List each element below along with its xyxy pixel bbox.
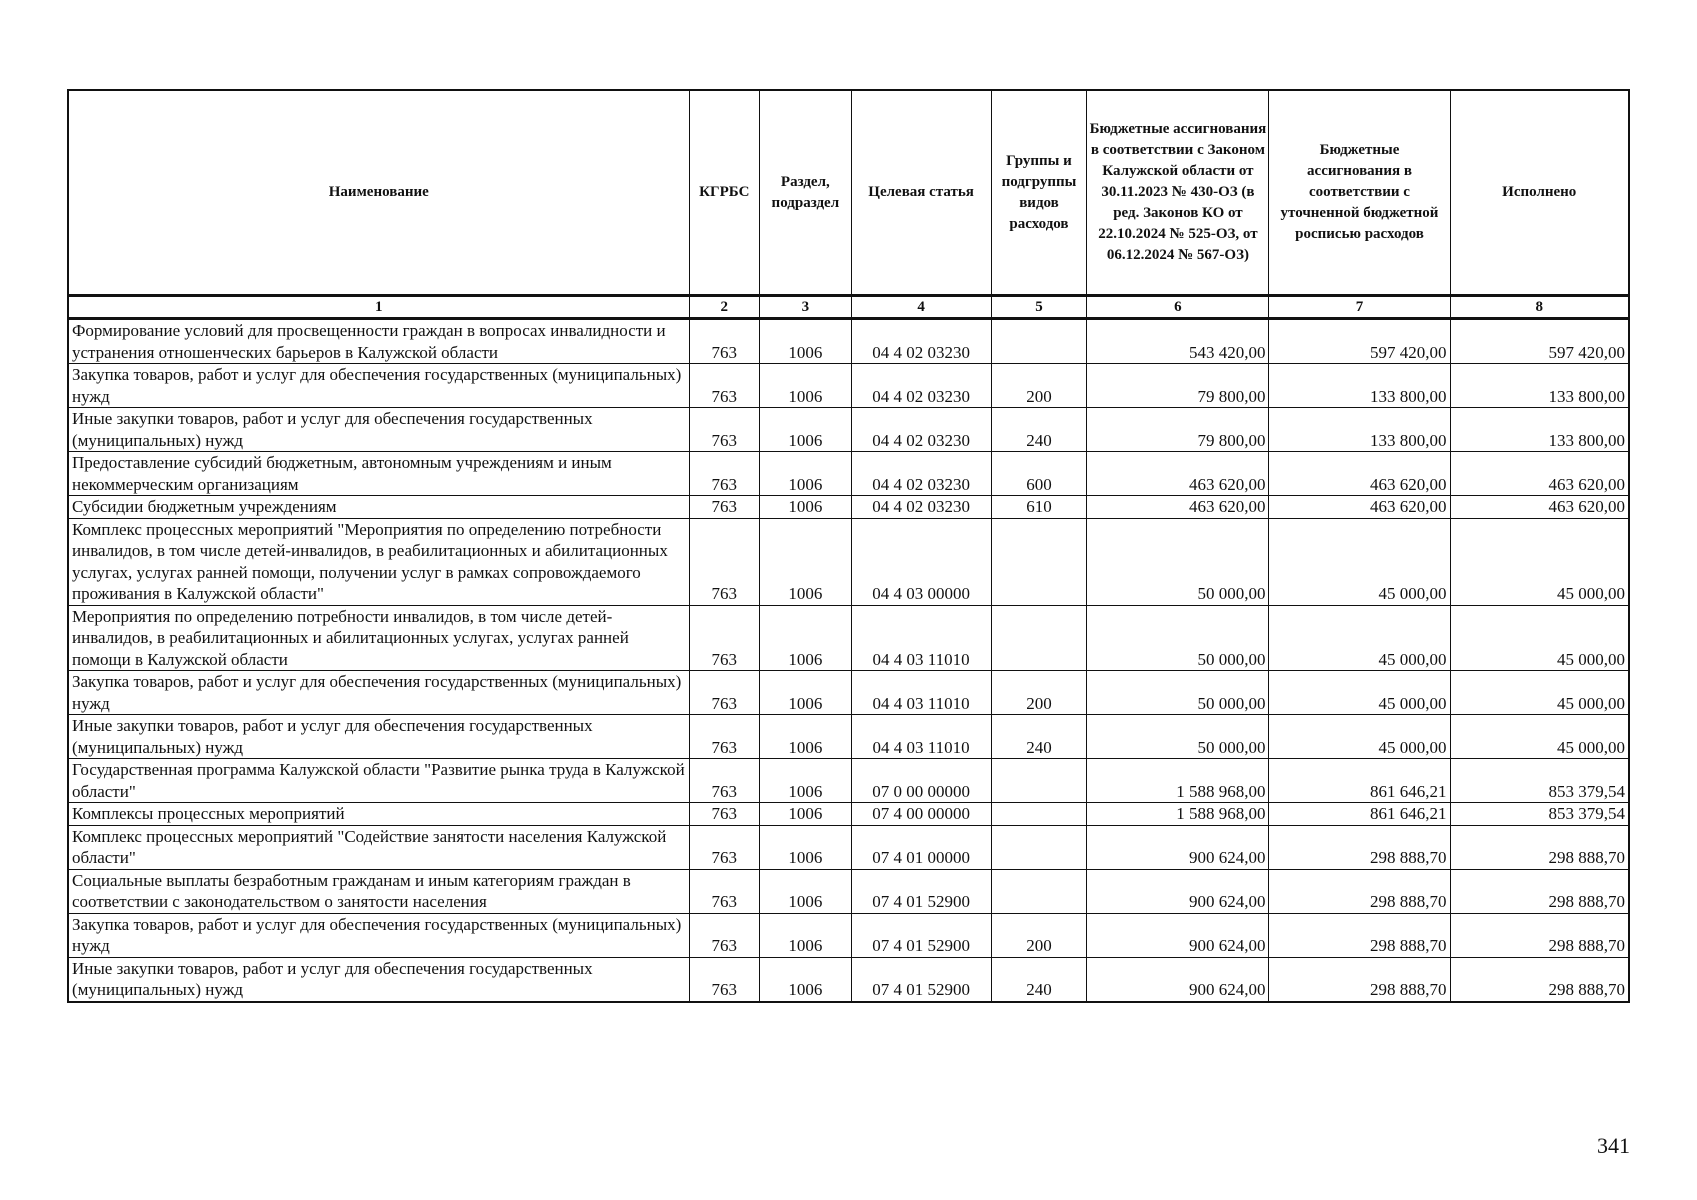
- row-refined-allocation: 45 000,00: [1269, 715, 1450, 759]
- row-refined-allocation: 298 888,70: [1269, 957, 1450, 1002]
- row-section: 1006: [760, 913, 852, 957]
- row-name: Мероприятия по определению потребности инвалидов, в том числе детей-инвалидов, в реабилитационных и абилитационных услугах, услугах ранней помощи в Калужской области: [68, 605, 689, 671]
- row-law-allocation: 50 000,00: [1087, 518, 1269, 605]
- column-number: 1: [68, 296, 689, 319]
- row-refined-allocation: 298 888,70: [1269, 913, 1450, 957]
- header-executed: Исполнено: [1450, 90, 1629, 296]
- row-kgrbs: 763: [689, 605, 760, 671]
- row-section: 1006: [760, 518, 852, 605]
- table-row: [68, 803, 1629, 826]
- row-kgrbs: 763: [689, 957, 760, 1002]
- row-law-allocation: 79 800,00: [1087, 364, 1269, 408]
- row-kgrbs: 763: [689, 319, 760, 364]
- row-target: 04 4 02 03230: [851, 452, 991, 496]
- row-name: Иные закупки товаров, работ и услуг для обеспечения государственных (муниципальных) нужд: [68, 957, 689, 1002]
- row-refined-allocation: 298 888,70: [1269, 825, 1450, 869]
- row-refined-allocation: 463 620,00: [1269, 452, 1450, 496]
- row-section: 1006: [760, 715, 852, 759]
- column-number: 4: [851, 296, 991, 319]
- row-name: Закупка товаров, работ и услуг для обеспечения государственных (муниципальных) нужд: [68, 671, 689, 715]
- table-row: [68, 518, 1629, 605]
- row-group: 600: [991, 452, 1087, 496]
- row-target: 07 4 01 00000: [851, 825, 991, 869]
- row-refined-allocation: 45 000,00: [1269, 518, 1450, 605]
- row-executed: 45 000,00: [1450, 605, 1629, 671]
- row-name: Закупка товаров, работ и услуг для обеспечения государственных (муниципальных) нужд: [68, 364, 689, 408]
- column-number: 6: [1087, 296, 1269, 319]
- row-group: [991, 825, 1087, 869]
- row-law-allocation: 900 624,00: [1087, 869, 1269, 913]
- row-executed: 463 620,00: [1450, 452, 1629, 496]
- row-section: 1006: [760, 496, 852, 519]
- row-target: 07 4 01 52900: [851, 957, 991, 1002]
- row-name: Комплекс процессных мероприятий "Мероприятия по определению потребности инвалидов, в том числе детей-инвалидов, в реабилитационных и абилитационных услугах, услугах ранней помощи, получении услуг в рамках сопровождаемого проживания в Калужской области": [68, 518, 689, 605]
- row-section: 1006: [760, 364, 852, 408]
- row-target: 04 4 02 03230: [851, 408, 991, 452]
- table-row: [68, 913, 1629, 957]
- row-refined-allocation: 861 646,21: [1269, 759, 1450, 803]
- table-row: [68, 957, 1629, 1002]
- row-name: Социальные выплаты безработным гражданам и иным категориям граждан в соответствии с законодательством о занятости населения: [68, 869, 689, 913]
- row-kgrbs: 763: [689, 715, 760, 759]
- row-executed: 597 420,00: [1450, 319, 1629, 364]
- row-executed: 463 620,00: [1450, 496, 1629, 519]
- row-group: 240: [991, 957, 1087, 1002]
- row-kgrbs: 763: [689, 759, 760, 803]
- row-section: 1006: [760, 957, 852, 1002]
- row-group: [991, 518, 1087, 605]
- row-section: 1006: [760, 605, 852, 671]
- row-section: 1006: [760, 452, 852, 496]
- header-law-allocations: Бюджетные ассигнования в соответствии с Законом Калужской области от 30.11.2023 № 430-ОЗ (в ред. Законов КО от 22.10.2024 № 525-ОЗ, от 06.12.2024 № 567-ОЗ): [1087, 90, 1269, 296]
- row-name: Иные закупки товаров, работ и услуг для обеспечения государственных (муниципальных) нужд: [68, 715, 689, 759]
- row-name: Предоставление субсидий бюджетным, автономным учреждениям и иным некоммерческим организациям: [68, 452, 689, 496]
- table-row: [68, 496, 1629, 519]
- row-refined-allocation: 133 800,00: [1269, 364, 1450, 408]
- row-name: Субсидии бюджетным учреждениям: [68, 496, 689, 519]
- row-target: 07 4 01 52900: [851, 913, 991, 957]
- row-group: [991, 319, 1087, 364]
- row-law-allocation: 79 800,00: [1087, 408, 1269, 452]
- row-target: 04 4 03 11010: [851, 605, 991, 671]
- row-section: 1006: [760, 319, 852, 364]
- row-kgrbs: 763: [689, 913, 760, 957]
- row-section: 1006: [760, 671, 852, 715]
- row-target: 07 4 00 00000: [851, 803, 991, 826]
- header-refined-allocations: Бюджетные ассигнования в соответствии с уточненной бюджетной росписью расходов: [1269, 90, 1450, 296]
- row-group: [991, 869, 1087, 913]
- row-executed: 45 000,00: [1450, 518, 1629, 605]
- row-law-allocation: 50 000,00: [1087, 715, 1269, 759]
- row-target: 04 4 03 11010: [851, 671, 991, 715]
- row-target: 04 4 02 03230: [851, 319, 991, 364]
- header-kgrbs: КГРБС: [689, 90, 760, 296]
- row-executed: 133 800,00: [1450, 408, 1629, 452]
- row-executed: 133 800,00: [1450, 364, 1629, 408]
- row-group: 240: [991, 715, 1087, 759]
- row-kgrbs: 763: [689, 496, 760, 519]
- header-groups: Группы и подгруппы видов расходов: [991, 90, 1087, 296]
- row-law-allocation: 463 620,00: [1087, 496, 1269, 519]
- row-refined-allocation: 45 000,00: [1269, 605, 1450, 671]
- row-executed: 298 888,70: [1450, 957, 1629, 1002]
- row-kgrbs: 763: [689, 364, 760, 408]
- row-target: 04 4 02 03230: [851, 364, 991, 408]
- table-row: [68, 715, 1629, 759]
- row-refined-allocation: 463 620,00: [1269, 496, 1450, 519]
- row-target: 07 4 01 52900: [851, 869, 991, 913]
- row-executed: 45 000,00: [1450, 715, 1629, 759]
- row-law-allocation: 543 420,00: [1087, 319, 1269, 364]
- row-kgrbs: 763: [689, 825, 760, 869]
- header-row: [68, 90, 1629, 296]
- table-body: [68, 319, 1629, 1002]
- row-target: 04 4 02 03230: [851, 496, 991, 519]
- row-refined-allocation: 861 646,21: [1269, 803, 1450, 826]
- row-name: Иные закупки товаров, работ и услуг для обеспечения государственных (муниципальных) нужд: [68, 408, 689, 452]
- table-row: [68, 452, 1629, 496]
- row-refined-allocation: 597 420,00: [1269, 319, 1450, 364]
- row-executed: 853 379,54: [1450, 803, 1629, 826]
- row-kgrbs: 763: [689, 408, 760, 452]
- row-law-allocation: 900 624,00: [1087, 825, 1269, 869]
- row-executed: 298 888,70: [1450, 869, 1629, 913]
- row-group: [991, 759, 1087, 803]
- row-executed: 45 000,00: [1450, 671, 1629, 715]
- row-section: 1006: [760, 803, 852, 826]
- row-group: [991, 605, 1087, 671]
- column-number: 5: [991, 296, 1087, 319]
- row-group: [991, 803, 1087, 826]
- page-number: 341: [1597, 1133, 1630, 1158]
- row-law-allocation: 900 624,00: [1087, 957, 1269, 1002]
- row-executed: 298 888,70: [1450, 913, 1629, 957]
- row-section: 1006: [760, 869, 852, 913]
- column-number: 2: [689, 296, 760, 319]
- row-section: 1006: [760, 825, 852, 869]
- table-row: [68, 364, 1629, 408]
- table-row: [68, 408, 1629, 452]
- row-kgrbs: 763: [689, 869, 760, 913]
- table-row: [68, 869, 1629, 913]
- row-name: Государственная программа Калужской области "Развитие рынка труда в Калужской области": [68, 759, 689, 803]
- row-kgrbs: 763: [689, 671, 760, 715]
- row-law-allocation: 50 000,00: [1087, 605, 1269, 671]
- row-name: Комплексы процессных мероприятий: [68, 803, 689, 826]
- table-row: [68, 605, 1629, 671]
- row-law-allocation: 1 588 968,00: [1087, 803, 1269, 826]
- row-kgrbs: 763: [689, 452, 760, 496]
- column-number: 8: [1450, 296, 1629, 319]
- table-row: [68, 759, 1629, 803]
- row-group: 200: [991, 364, 1087, 408]
- row-law-allocation: 1 588 968,00: [1087, 759, 1269, 803]
- row-section: 1006: [760, 759, 852, 803]
- row-refined-allocation: 298 888,70: [1269, 869, 1450, 913]
- row-executed: 298 888,70: [1450, 825, 1629, 869]
- row-refined-allocation: 133 800,00: [1269, 408, 1450, 452]
- row-law-allocation: 50 000,00: [1087, 671, 1269, 715]
- table-row: [68, 825, 1629, 869]
- row-target: 04 4 03 00000: [851, 518, 991, 605]
- row-refined-allocation: 45 000,00: [1269, 671, 1450, 715]
- row-law-allocation: 463 620,00: [1087, 452, 1269, 496]
- row-name: Закупка товаров, работ и услуг для обеспечения государственных (муниципальных) нужд: [68, 913, 689, 957]
- table-row: [68, 671, 1629, 715]
- budget-table: [67, 89, 1630, 1003]
- column-number: 7: [1269, 296, 1450, 319]
- row-target: 04 4 03 11010: [851, 715, 991, 759]
- row-name: Формирование условий для просвещенности граждан в вопросах инвалидности и устранения отношенческих барьеров в Калужской области: [68, 319, 689, 364]
- row-name: Комплекс процессных мероприятий "Содействие занятости населения Калужской области": [68, 825, 689, 869]
- column-number-row: [68, 296, 1629, 319]
- header-name: Наименование: [68, 90, 689, 296]
- row-executed: 853 379,54: [1450, 759, 1629, 803]
- row-target: 07 0 00 00000: [851, 759, 991, 803]
- row-group: 200: [991, 913, 1087, 957]
- row-kgrbs: 763: [689, 803, 760, 826]
- row-kgrbs: 763: [689, 518, 760, 605]
- header-target: Целевая статья: [851, 90, 991, 296]
- row-group: 200: [991, 671, 1087, 715]
- header-section: Раздел, подраздел: [760, 90, 852, 296]
- table-header: [68, 90, 1629, 319]
- row-group: 240: [991, 408, 1087, 452]
- table-row: [68, 319, 1629, 364]
- column-number: 3: [760, 296, 852, 319]
- row-section: 1006: [760, 408, 852, 452]
- row-law-allocation: 900 624,00: [1087, 913, 1269, 957]
- row-group: 610: [991, 496, 1087, 519]
